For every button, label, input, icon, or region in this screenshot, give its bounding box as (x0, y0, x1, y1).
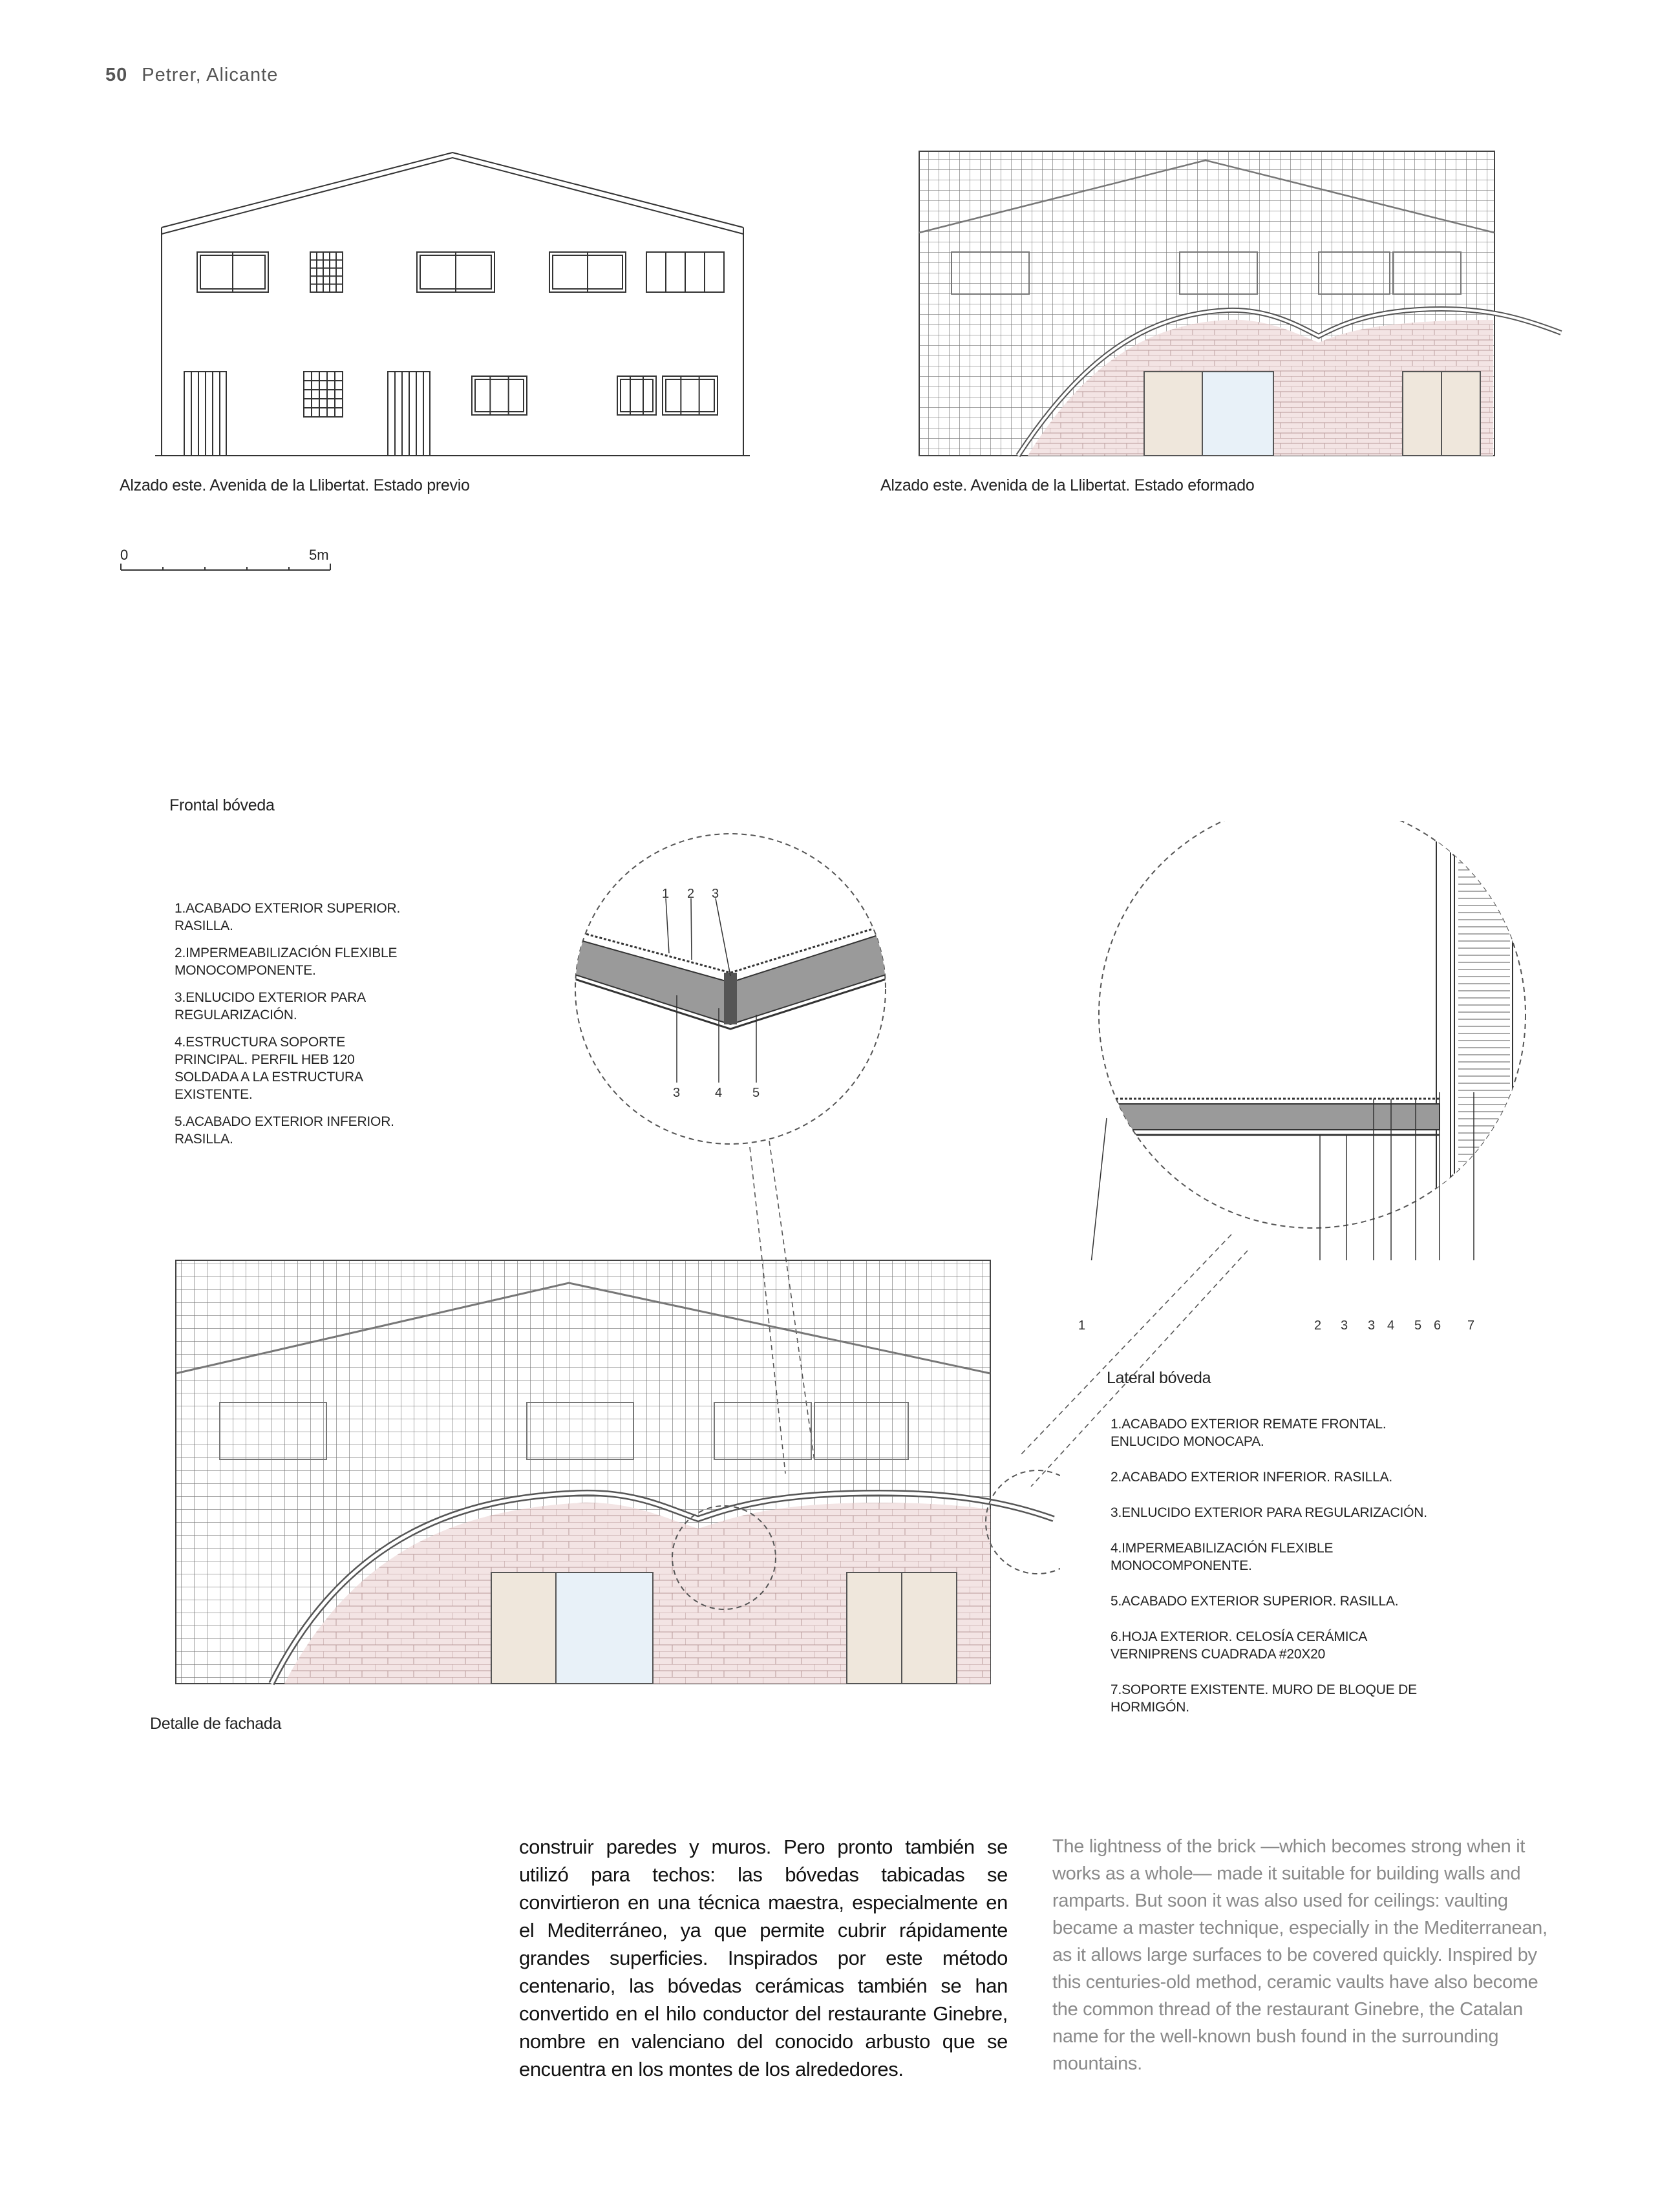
frontal-callout-bottom-5: 5 (752, 1086, 760, 1100)
lateral-notes (1111, 1415, 1447, 1734)
scale-start: 0 (120, 547, 129, 563)
lateral-note-7: 7.SOPORTE EXISTENTE. MURO DE BLOQUE DE HORMIGÓN. (1111, 1682, 1417, 1715)
page-location: Petrer, Alicante (142, 65, 279, 85)
body-text-english: The lightness of the brick —which becomes strong when it works as a whole— made it suitable for building walls and ramparts. But soon it was also used for ceilings: vaulting became a master technique, especially in the Mediterranean, as it allows large surfaces to be covered quickly. Inspired by this centuries-old method, ceramic vaults have also become the common thread of the restaurant Ginebre, the Catalan name for the well-known bush found in the surrounding mountains. (1052, 1836, 1547, 2074)
frontal-callout-top-1: 1 (662, 887, 670, 901)
lateral-callout-5: 5 (1414, 1318, 1422, 1333)
scale-end: 5m (309, 547, 329, 563)
frontal-vault-title: Frontal bóveda (169, 796, 275, 814)
lateral-note-5: 5.ACABADO EXTERIOR SUPERIOR. RASILLA. (1111, 1594, 1399, 1609)
frontal-note-4: 4.ESTRUCTURA SOPORTE PRINCIPAL. PERFIL HEB 120 SOLDADA A LA ESTRUCTURA EXISTENTE. (175, 1035, 363, 1102)
facade-detail-drawing (168, 1251, 1060, 1703)
lateral-note-4: 4.IMPERMEABILIZACIÓN FLEXIBLE MONOCOMPONENTE. (1111, 1541, 1334, 1573)
lateral-vault-title: Lateral bóveda (1107, 1369, 1211, 1387)
frontal-note-5: 5.ACABADO EXTERIOR INFERIOR. RASILLA. (175, 1114, 394, 1147)
lateral-note-2: 2.ACABADO EXTERIOR INFERIOR. RASILLA. (1111, 1470, 1393, 1485)
lateral-note-3: 3.ENLUCIDO EXTERIOR PARA REGULARIZACIÓN. (1111, 1505, 1427, 1520)
caption-facade-detail: Detalle de fachada (150, 1715, 282, 1733)
lateral-callout-1: 1 (1078, 1318, 1086, 1333)
body-text-spanish: construir paredes y muros. Pero pronto también se utilizó para techos: las bóvedas tabicadas se convirtieron en una técnica maestra, especialmente en el Mediterráneo, ya que permite cubrir rápidamente grandes superficies. Inspirados por este método centenario, las bóvedas cerámicas también se han convertido en el hilo conductor del restaurante Ginebre, nombre en valenciano del conocido arbusto que se encuentra en los montes de los alrededores. (519, 1836, 1008, 2080)
lateral-callout-3: 3 (1341, 1318, 1348, 1333)
lateral-callout-6: 6 (1434, 1318, 1441, 1333)
page-number: 50 (105, 65, 128, 85)
lateral-callout-3b: 3 (1368, 1318, 1376, 1333)
lateral-callout-2: 2 (1314, 1318, 1322, 1333)
lateral-note-6: 6.HOJA EXTERIOR. CELOSÍA CERÁMICA VERNIPRENS CUADRADA #20X20 (1111, 1629, 1367, 1662)
frontal-note-2: 2.IMPERMEABILIZACIÓN FLEXIBLE MONOCOMPONENTE. (175, 946, 398, 978)
frontal-note-3: 3.ENLUCIDO EXTERIOR PARA REGULARIZACIÓN. (175, 990, 365, 1022)
frontal-callout-bottom-4: 4 (715, 1086, 723, 1100)
lateral-callout-7: 7 (1467, 1318, 1475, 1333)
caption-elevation-after: Alzado este. Avenida de la Llibertat. Estado eformado (880, 476, 1255, 494)
lateral-note-1: 1.ACABADO EXTERIOR REMATE FRONTAL. ENLUCIDO MONOCAPA. (1111, 1417, 1387, 1449)
frontal-callout-top-3: 3 (712, 887, 719, 901)
frontal-callout-bottom-3: 3 (673, 1086, 681, 1100)
frontal-callout-top-2: 2 (687, 887, 695, 901)
lateral-callout-4: 4 (1387, 1318, 1395, 1333)
frontal-note-1: 1.ACABADO EXTERIOR SUPERIOR. RASILLA. (175, 901, 401, 933)
caption-elevation-before: Alzado este. Avenida de la Llibertat. Estado previo (120, 476, 470, 494)
